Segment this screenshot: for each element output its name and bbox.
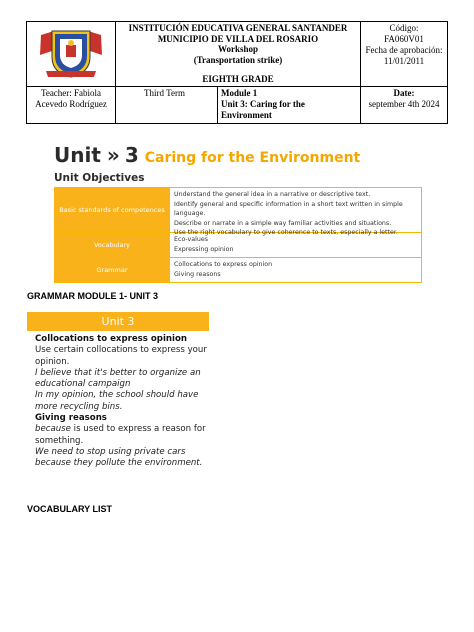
school-crest-icon: [38, 27, 104, 79]
row-line: Collocations to express opinion: [174, 261, 273, 268]
collocations-heading: Collocations to express opinion: [35, 334, 187, 344]
code-cell: [361, 22, 448, 87]
reasons-explanation: [35, 424, 215, 447]
objectives-row-standards: [54, 187, 422, 236]
row-content: [170, 233, 422, 257]
document-subtitle: (Transportation strike): [193, 54, 283, 65]
row-line: Giving reasons: [174, 270, 221, 278]
unit-label: Unit 3: Caring for the Environment: [221, 98, 305, 120]
document-type: Workshop: [217, 44, 259, 54]
example-3: We need to stop using private cars because they pollute the environment.: [35, 446, 203, 469]
code-value: FA060V01: [384, 34, 424, 44]
reasons-text: is used to express a reason for something.: [35, 424, 206, 446]
row-content: [170, 258, 422, 282]
institution-title-cell: [116, 22, 361, 87]
row-label: Basic standards of competences: [54, 188, 170, 232]
module-unit-box: [217, 87, 360, 123]
objectives-row-vocabulary: [54, 233, 422, 258]
unit-topic: Caring for the Environment: [144, 150, 361, 166]
reasons-keyword: because: [35, 424, 71, 435]
grade-label: EIGHTH GRADE: [202, 74, 274, 84]
row-line: Understand the general idea in a narrative or descriptive text.: [174, 191, 371, 198]
approval-label: Fecha de aprobación:: [365, 45, 443, 55]
term-module-cell: [116, 86, 361, 123]
row-line: Eco-values: [174, 236, 208, 243]
example-1: I believe that it's better to organize an educational campaign: [35, 367, 201, 390]
row-line: Identify general and specific information in a short text written in simple language.: [174, 200, 403, 217]
row-line: Expressing opinion: [174, 245, 234, 253]
example-2: In my opinion, the school should have more recycling bins.: [35, 390, 199, 412]
row-content: [170, 188, 422, 236]
grammar-body: [35, 334, 215, 470]
teacher-name: Acevedo Rodríguez: [35, 98, 107, 109]
row-line: Describe or narrate in a simple way familiar activities and situations.: [174, 219, 392, 227]
term-label: Third Term: [144, 87, 185, 98]
header-table: [26, 21, 448, 124]
collocations-text: Use certain collocations to express your opinion.: [35, 345, 207, 367]
reasons-heading: Giving reasons: [35, 413, 107, 424]
vocabulary-title: VOCABULARY LIST: [27, 504, 113, 514]
objectives-row-grammar: [54, 258, 422, 283]
approval-date: 11/01/2011: [383, 56, 425, 66]
double-chevron-icon: »: [106, 143, 120, 167]
code-label: Código:: [389, 23, 419, 33]
objectives-table: [54, 187, 422, 283]
module-label: Module 1: [221, 87, 258, 98]
logo-cell: [27, 22, 116, 87]
unit-number: 3: [124, 143, 139, 167]
grammar-module-title: GRAMMAR MODULE 1- UNIT 3: [27, 291, 158, 301]
date-cell: [361, 86, 448, 123]
row-label: Grammar: [54, 258, 170, 282]
date-label: Date:: [393, 87, 415, 98]
unit-box-banner: Unit 3: [27, 312, 209, 331]
municipality-name: MUNICIPIO DE VILLA DEL ROSARIO: [157, 33, 319, 44]
teacher-cell: [27, 86, 116, 123]
unit-heading: [54, 143, 360, 169]
row-label: Vocabulary: [54, 233, 170, 257]
row-line: Use the right vocabulary to give coherence to texts, especially a letter.: [174, 229, 398, 236]
institution-name: INSTITUCIÓN EDUCATIVA GENERAL SANTANDER: [128, 23, 348, 33]
objectives-title: Unit Objectives: [54, 172, 145, 184]
unit-word: Unit: [54, 143, 101, 167]
date-value: september 4th 2024: [368, 98, 440, 109]
teacher-label: Teacher: Fabiola: [40, 87, 102, 98]
